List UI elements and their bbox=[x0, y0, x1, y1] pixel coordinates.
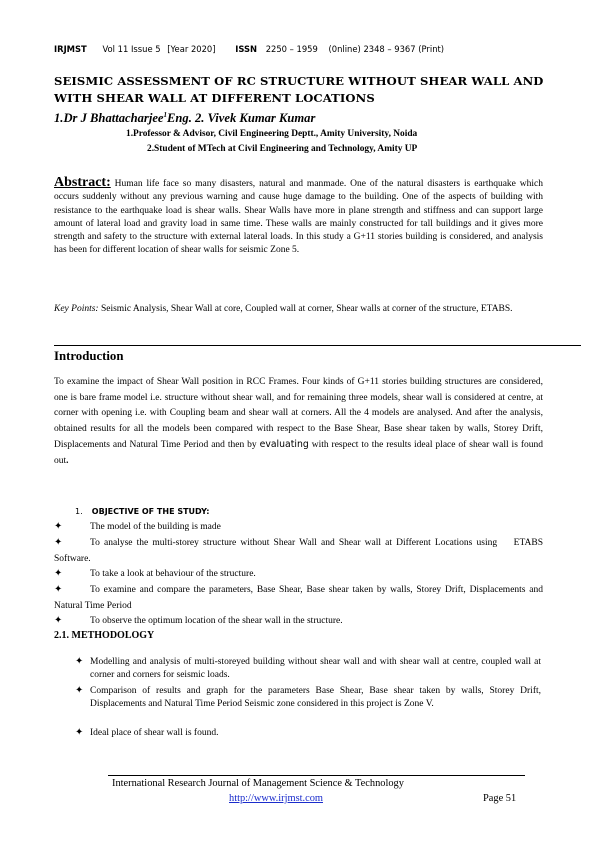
section-divider bbox=[54, 345, 581, 346]
footer-journal-name: International Research Journal of Management Science & Technology bbox=[112, 778, 404, 789]
introduction-text-end: . bbox=[66, 455, 69, 466]
methodology-item-text: Comparison of results and graph for the parameters Base Shear, Base shear taken by walls, Storey Drift, Displacements and Natural Time Period Seismic zone considered in this project is Zone V. bbox=[90, 686, 541, 709]
issn-print: 2250 – 1959 bbox=[265, 44, 318, 54]
four-pointed-star-icon: ✦ bbox=[54, 615, 63, 626]
issn-label: ISSN bbox=[235, 44, 258, 54]
four-pointed-star-icon: ✦ bbox=[54, 521, 63, 532]
affiliation-2: 2.Student of MTech at Civil Engineering and Technology, Amity UP bbox=[147, 144, 418, 154]
methodology-item bbox=[75, 727, 541, 740]
introduction-text-2: with respect to the results ideal place of shear wall is found out bbox=[54, 440, 544, 466]
objective-number: 1. bbox=[75, 507, 83, 516]
introduction-text-evaluating: evaluating bbox=[259, 439, 309, 451]
paper-title: SEISMIC ASSESSMENT OF RC STRUCTURE WITHOUT SHEAR WALL AND WITH SHEAR WALL AT DIFFERENT LOCATIONS bbox=[54, 74, 544, 105]
objective-item bbox=[54, 582, 543, 614]
methodology-heading: 2.1. METHODOLOGY bbox=[54, 630, 155, 641]
abstract bbox=[54, 176, 543, 258]
introduction-text-1: To examine the impact of Shear Wall position in RCC Frames. Four kinds of G+11 stories building structures are considered, one is bare frame model i.e. structure without shear wall, and for remaining three models, shear wall is considered at centre, at corner with opening i.e. with Coupling beam and shear wall at corners. All the 4 models are analysed. And after the analysis, obtained results for all the models been compared with respect to the Base Shear, Base shear taken by walls, Storey Drift, Displacements and Natural Time Period and then by bbox=[54, 377, 543, 451]
objective-item-text: To analyse the multi-storey structure without Shear Wall and Shear wall at Different Locations using ETABS Software. bbox=[54, 538, 546, 564]
objective-item bbox=[54, 519, 543, 536]
abstract-text: Human life face so many disasters, natural and manmade. One of the natural disasters is earthquake which occurs suddenly without any previous warning and cause huge damage to the building. One of the aspects of building with resistance to the earthquake load is shear walls. Shear Walls have more in plane strength and stiffness and can support large amount of lateral load and gravity load in same time. These walls are mainly constructed for tall buildings and it gives more strength and safety to the structure with external lateral loads. In this study a G+11 stories building is considered, and analysis has been for different location of shear walls for seismic Zone 5. bbox=[54, 179, 544, 256]
footer-divider bbox=[108, 775, 525, 776]
year: [Year 2020] bbox=[167, 44, 216, 54]
key-points-label: Key Points: bbox=[54, 304, 99, 314]
objective-item bbox=[54, 535, 546, 567]
objective-item-text: To observe the optimum location of the shear wall in the structure. bbox=[90, 616, 343, 626]
objective-item-text: To examine and compare the parameters, Base Shear, Base shear taken by walls, Storey Drift, Displacements and Natural Time Period bbox=[54, 585, 543, 611]
introduction-body bbox=[54, 375, 543, 470]
abstract-label: Abstract: bbox=[54, 175, 111, 190]
objective-title: OBJECTIVE OF THE STUDY: bbox=[91, 507, 210, 516]
author-1: 1.Dr J Bhattacharjee bbox=[54, 111, 164, 126]
methodology-item bbox=[75, 656, 541, 681]
four-pointed-star-icon: ✦ bbox=[54, 568, 63, 579]
four-pointed-star-icon: ✦ bbox=[75, 685, 84, 696]
four-pointed-star-icon: ✦ bbox=[54, 584, 63, 595]
objective-item-text: The model of the building is made bbox=[90, 522, 221, 532]
affiliation-1: 1.Professor & Advisor, Civil Engineering Deptt., Amity University, Noida bbox=[126, 129, 418, 139]
running-header bbox=[54, 44, 453, 54]
author-1-superscript: 1 bbox=[163, 111, 168, 119]
key-points-text: Seismic Analysis, Shear Wall at core, Coupled wall at corner, Shear walls at corner of the structure, ETABS. bbox=[100, 304, 513, 314]
key-points bbox=[54, 303, 543, 316]
journal-abbrev: IRJMST bbox=[54, 44, 87, 54]
author-line bbox=[54, 111, 315, 126]
issn-online: (0nline) 2348 – 9367 (Print) bbox=[328, 44, 445, 54]
four-pointed-star-icon: ✦ bbox=[75, 656, 84, 667]
four-pointed-star-icon: ✦ bbox=[54, 537, 63, 548]
methodology-item-text: Ideal place of shear wall is found. bbox=[90, 728, 219, 738]
methodology-item bbox=[75, 685, 541, 710]
four-pointed-star-icon: ✦ bbox=[75, 727, 84, 738]
introduction-heading: Introduction bbox=[54, 349, 124, 363]
objective-heading bbox=[75, 507, 209, 516]
objective-item-text: To take a look at behaviour of the structure. bbox=[90, 569, 256, 579]
footer-url-link[interactable]: http://www.irjmst.com bbox=[229, 793, 323, 804]
objective-item bbox=[54, 566, 543, 583]
page-number: Page 51 bbox=[483, 793, 517, 804]
author-2: Eng. 2. Vivek Kumar Kumar bbox=[167, 111, 316, 126]
objective-item bbox=[54, 613, 543, 630]
volume-issue: Vol 11 Issue 5 bbox=[102, 44, 161, 54]
methodology-item-text: Modelling and analysis of multi-storeyed building without shear wall and with shear wall at centre, coupled wall at corner and corners for seismic loads. bbox=[90, 657, 541, 680]
